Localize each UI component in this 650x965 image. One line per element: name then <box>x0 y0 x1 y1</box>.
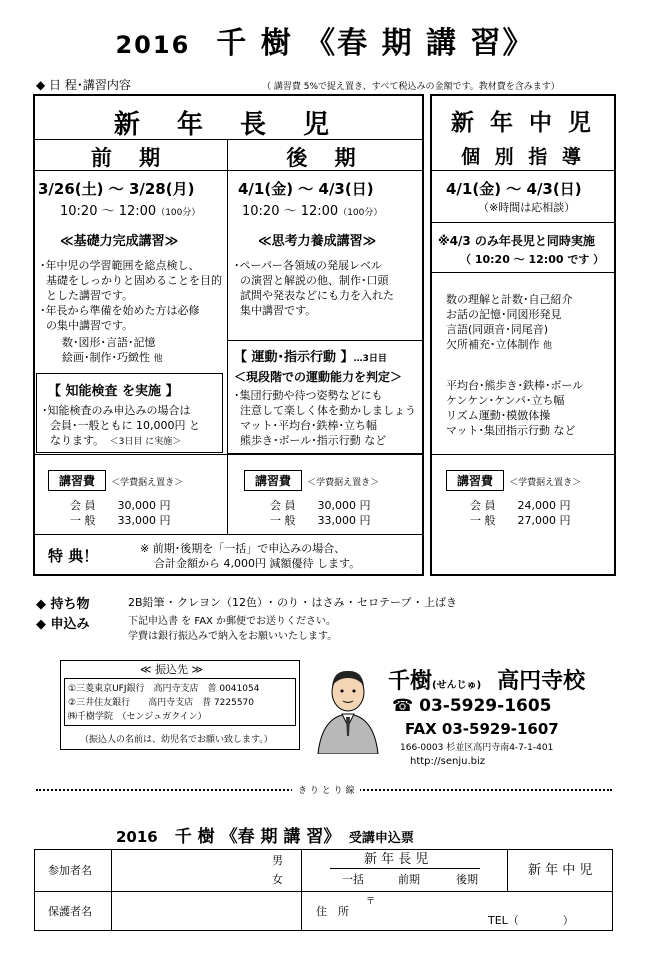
nenchu-motor: 平均台･熊歩き･鉄棒･ボール ケンケン･ケンパ･立ち幅 リズム運動･模倣体操 マット･集団指示行動 など <box>446 379 584 437</box>
guardian-field[interactable] <box>111 891 302 931</box>
school-address: 166-0003 杉並区高円寺南4-7-1-401 <box>400 743 554 753</box>
gender-female[interactable]: 女 <box>272 873 283 886</box>
first-time: 10:20 ～ 12:00 <box>60 204 157 219</box>
apply-text: 下記申込書 を FAX か郵便でお送りください。 学費は銀行振込みで納入をお願いいたします。 <box>128 616 338 642</box>
fee-label-second: 講習費 <box>244 470 302 491</box>
title-text: 千 樹 《春 期 講 習》 <box>216 26 535 61</box>
second-date: 4/1(金) ～ 4/3(日) <box>238 180 374 198</box>
fee-note-second: ＜学費据え置き＞ <box>307 478 380 488</box>
year: 2016 <box>115 31 191 59</box>
nenchu-date: 4/1(金) ～ 4/3(日) <box>446 180 582 198</box>
school-url[interactable]: http://senju.biz <box>410 756 486 767</box>
first-time-note: （100分） <box>156 208 201 218</box>
motor-sub: ＜現段階での運動能力を判定＞ <box>234 370 403 384</box>
first-half-label: 前 期 <box>90 146 171 170</box>
fee-right-rows: 会 員 24,000 円 一 般 27,000 円 <box>470 499 571 527</box>
form-title: 2016 千 樹 《春 期 講 習》 受講申込票 <box>116 827 414 847</box>
fee-first-rows: 会 員 30,000 円 一 般 33,000 円 <box>70 499 171 527</box>
phone-icon: ☎ <box>392 696 414 716</box>
second-half-label: 後 期 <box>286 146 366 170</box>
nenchu-title: 新 年 中 児 <box>450 110 596 136</box>
page-title <box>0 18 650 62</box>
option-second[interactable]: 後期 <box>456 873 478 886</box>
items-value: 2B鉛筆 ･ クレヨン（12色）･ のり ･ はさみ ･ セロテープ ･ 上ばき <box>128 596 457 609</box>
option-first[interactable]: 前期 <box>398 873 420 886</box>
address-label: 住 所 <box>316 905 349 918</box>
second-time-note: （100分） <box>338 208 383 218</box>
postal-mark: 〒 <box>366 897 376 907</box>
fee-label-right: 講習費 <box>446 470 504 491</box>
nenchu-special: ※4/3 のみ年長児と同時実施 <box>438 234 595 248</box>
apply-label: ◆ 申込み <box>36 617 90 632</box>
teacher-illustration <box>312 664 384 754</box>
form-nencho: 新 年 長 児 <box>364 852 429 867</box>
bank-note: （振込人の名前は、幼児名でお願い致します。） <box>80 735 273 745</box>
bank-title: ≪ 振込先 ≫ <box>140 663 204 676</box>
second-desc: ･ペーパー各領域の発展レベル の演習と解説の他、制作･口頭 試問や発表などにも力を入れた 集中講習です。 <box>234 259 394 317</box>
items-label: ◆ 持ち物 <box>36 597 90 612</box>
fee-second-rows: 会 員 30,000 円 一 般 33,000 円 <box>270 499 371 527</box>
second-course: ≪思考力養成講習≫ <box>258 234 377 249</box>
nenchu-subtitle: 個 別 指 導 <box>461 146 585 168</box>
test-desc: ･知能検査のみ申込みの場合は 会員･一般ともに 10,000円 と なります。 ＜3日目 に実施＞ <box>42 404 200 447</box>
nenchu-special-time: （ 10:20 ～ 12:00 です ） <box>460 253 605 266</box>
tel-label: TEL（ ） <box>488 914 574 927</box>
guardian-label: 保護者名 <box>48 905 92 918</box>
school-tel: ☎ 03-5929-1605 <box>392 696 552 716</box>
first-course: ≪基礎力完成講習≫ <box>60 234 179 249</box>
motor-title: 【 運動･指示行動 】 <box>234 350 354 365</box>
motor-desc: ･集団行動や待つ姿勢などにも 注意して楽しく体を動かしましょう マット･平均台･鉄棒･立ち幅 熊歩き･ボール･指示行動 など <box>234 389 416 447</box>
schedule-label: ◆ 日 程･講習内容 <box>36 78 131 92</box>
gender-male[interactable]: 男 <box>272 854 283 867</box>
first-desc: ･年中児の学習範囲を総点検し、 基礎をしっかりと固めることを目的 とした講習です。 ･年長から準備を始めた方は必修 の集中講習です。 <box>40 259 222 332</box>
fee-note-right: ＜学費据え置き＞ <box>509 478 582 488</box>
special-text: ※ 前期･後期を「一括」で申込みの場合、 合計金額から 4,000円 減額優待 します。 <box>140 542 361 570</box>
fee-note-first: ＜学費据え置き＞ <box>111 478 184 488</box>
school-fax: FAX 03-5929-1607 <box>405 720 559 738</box>
special-label: 特 典！ <box>48 547 99 565</box>
bank-rows: ①三菱東京UFJ銀行 高円寺支店 普 0041054 ②三井住友銀行 高円寺支店 普 7225570 ㈱千樹学院 （センジュガクイン） <box>68 684 260 722</box>
school-name: 千樹(せんじゅ) 高円寺校 <box>388 669 586 694</box>
second-time: 10:20 ～ 12:00 <box>242 204 339 219</box>
test-title: 【 知能検査 を実施 】 <box>48 384 179 399</box>
nenchu-topics: 数の理解と計数･自己紹介 お話の記憶･同図形発見 言語(同頭音･同尾音) 欠所補充･立体制作 他 <box>446 293 573 351</box>
schedule-note: （ 講習費 5%で捉え置き、すべて税込みの金額です。教材費を含みます） <box>262 82 560 92</box>
participant-label: 参加者名 <box>48 864 92 877</box>
fee-label-first: 講習費 <box>48 470 106 491</box>
nencho-title: 新 年 長 児 <box>113 110 344 140</box>
form-nenchu: 新 年 中 児 <box>528 863 593 878</box>
nenchu-note: （※時間は応相談） <box>478 201 576 214</box>
option-all[interactable]: 一括 <box>342 873 364 886</box>
first-date: 3/26(土) ～ 3/28(月) <box>38 180 195 198</box>
cut-line-label: き り と り 線 <box>292 783 360 796</box>
motor-note: …3日目 <box>353 354 387 364</box>
first-topics: 数･図形･言語･記憶 絵画･制作･巧緻性 他 <box>62 336 163 364</box>
